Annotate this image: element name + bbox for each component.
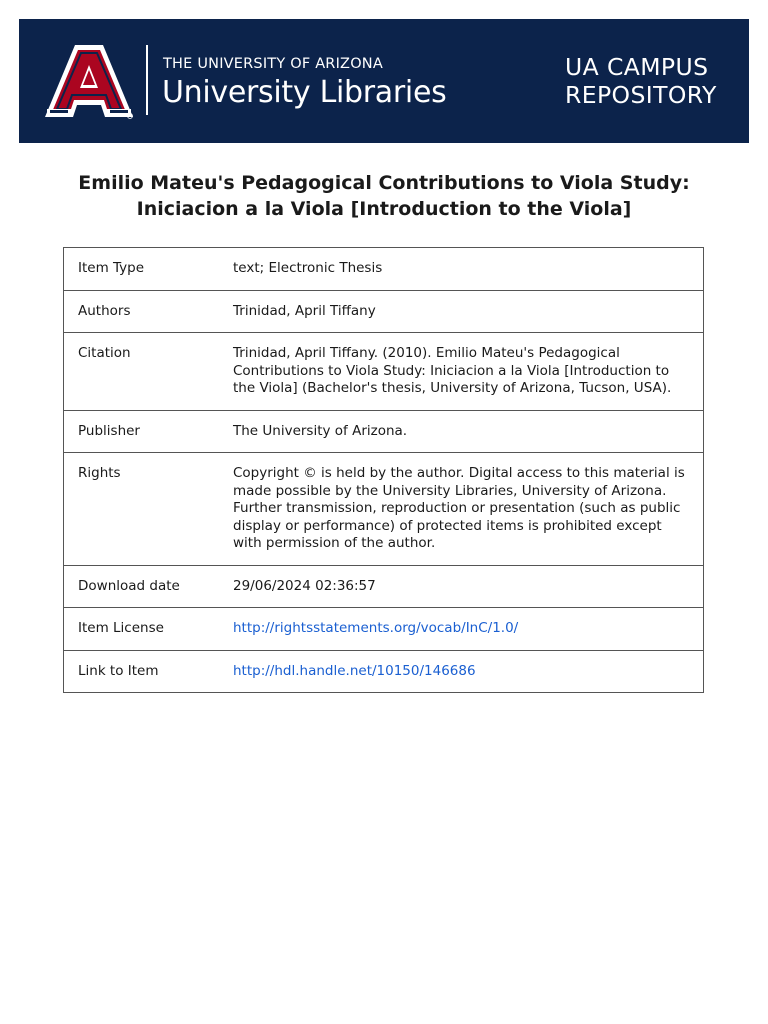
link-to-item-link[interactable]: http://hdl.handle.net/10150/146686 [233,662,476,679]
item-type-value: text; Electronic Thesis [223,248,704,291]
document-title: Emilio Mateu's Pedagogical Contributions to Viola Study: Iniciacion a la Viola [Introduction to the Viola] [78,172,690,220]
download-date-value: 29/06/2024 02:36:57 [223,565,704,608]
banner-divider [146,45,148,115]
authors-value: Trinidad, April Tiffany [223,290,704,333]
rights-value: Copyright © is held by the author. Digital access to this material is made possible by the University Libraries, University of Arizona. Further transmission, reproduction or presentation (such as public display or performance) of protected items is prohibited except with permission of the author. [223,453,704,566]
metadata-table [63,247,704,693]
repository-title-line1: UA CAMPUS [565,53,709,81]
arizona-a-logo-icon [45,43,133,119]
university-name: THE UNIVERSITY OF ARIZONA [163,56,383,72]
publisher-label: Publisher [64,410,224,453]
library-name: University Libraries [162,75,447,110]
repository-title [565,53,735,109]
rights-label: Rights [64,453,224,566]
link-to-item-label: Link to Item [64,650,224,693]
table-row [64,410,704,453]
citation-value: Trinidad, April Tiffany. (2010). Emilio Mateu's Pedagogical Contributions to Viola Study: Iniciacion a la Viola [Introduction to the Viola] (Bachelor's thesis, University of Arizona, Tucson, USA). [223,333,704,411]
table-row [64,248,704,291]
publisher-value: The University of Arizona. [223,410,704,453]
item-license-link[interactable]: http://rightsstatements.org/vocab/InC/1.0/ [233,620,519,636]
authors-label: Authors [64,290,224,333]
citation-label: Citation [64,333,224,411]
item-type-label: Item Type [64,248,224,291]
link-to-item-cell [223,650,704,693]
table-row [64,565,704,608]
table-row [64,453,704,566]
table-row [64,290,704,333]
table-row [64,650,704,693]
repository-banner [19,19,749,143]
download-date-label: Download date [64,565,224,608]
repository-title-line2: REPOSITORY [565,81,717,109]
table-row [64,608,704,651]
item-license-cell [223,608,704,651]
table-row [64,333,704,411]
item-license-label: Item License [64,608,224,651]
